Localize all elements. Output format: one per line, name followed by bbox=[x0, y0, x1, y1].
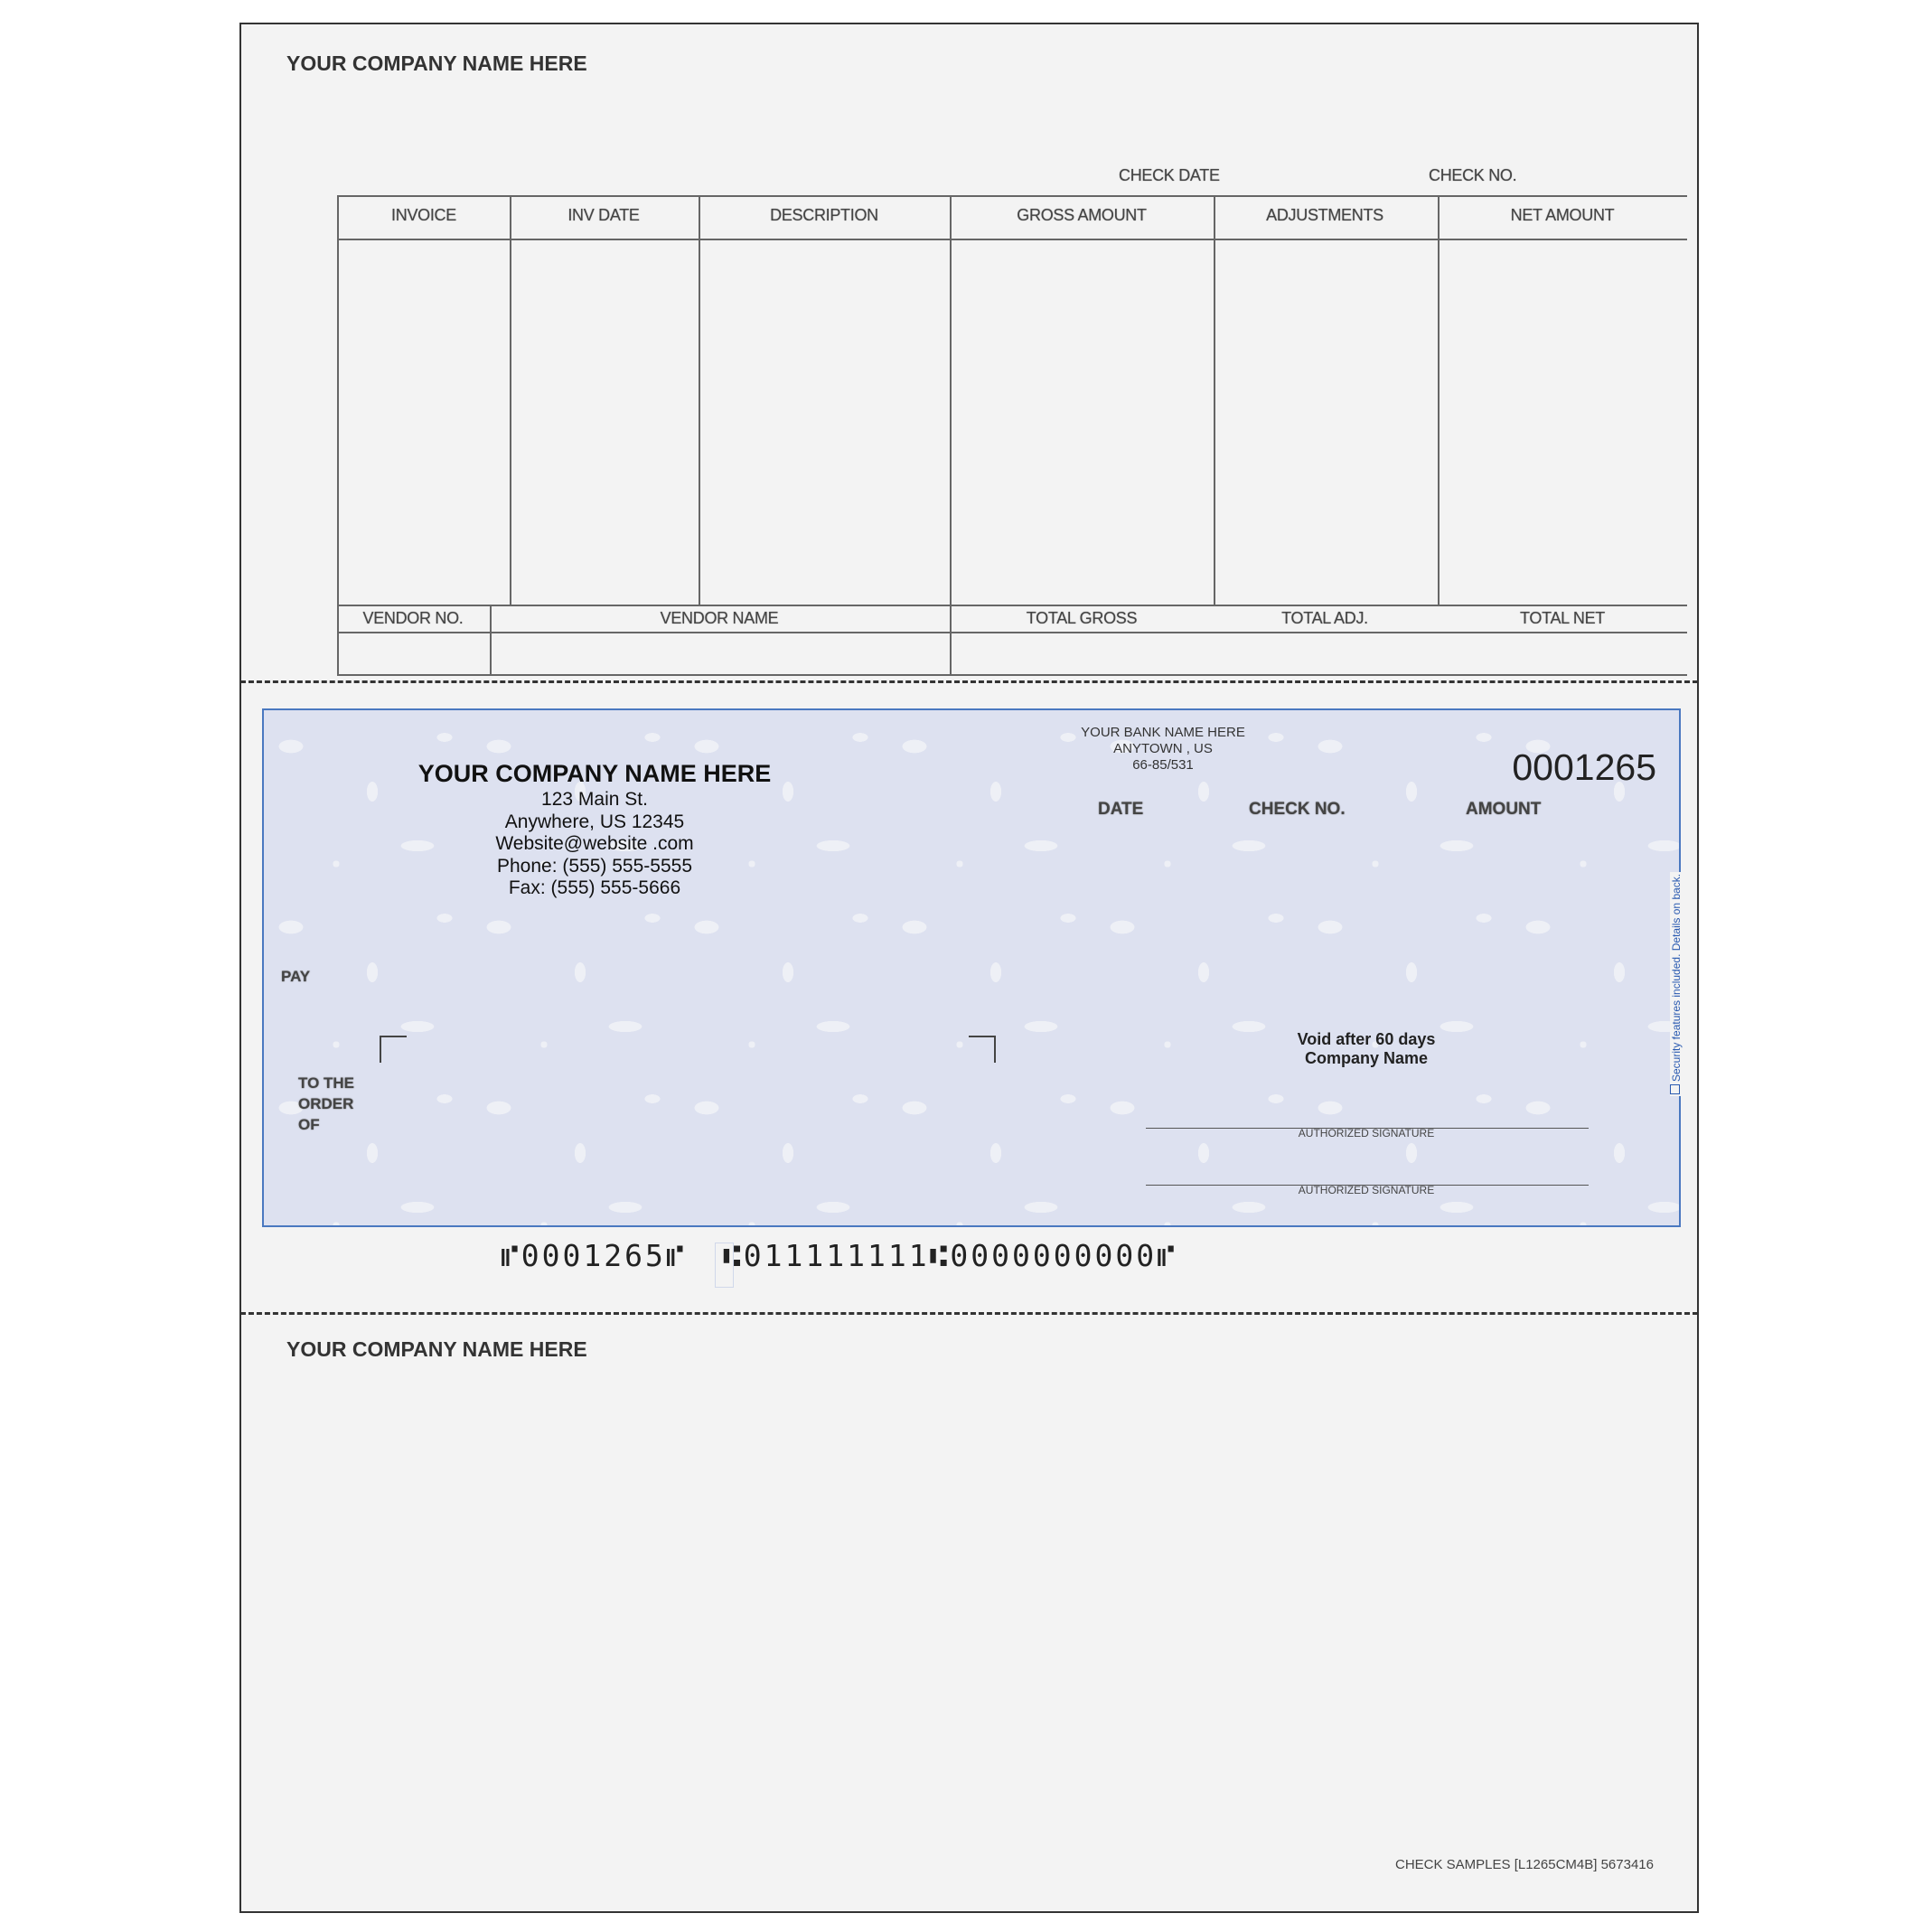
check-company-name: YOUR COMPANY NAME HERE bbox=[417, 760, 772, 787]
footer-header: TOTAL ADJ. bbox=[1281, 609, 1368, 627]
micr-routing-account: ⑆011111111⑆0000000000⑈ bbox=[723, 1238, 1177, 1273]
order-label-line: OF bbox=[298, 1116, 320, 1133]
address-line: Fax: (555) 555-5666 bbox=[508, 877, 681, 899]
amount-label: AMOUNT bbox=[1466, 800, 1542, 819]
check-no-label: CHECK NO. bbox=[1429, 166, 1517, 184]
check-date-label: CHECK DATE bbox=[1119, 166, 1220, 184]
bank-fraction: 66-85/531 bbox=[1132, 757, 1194, 773]
bank-city: ANYTOWN , US bbox=[1113, 741, 1213, 756]
perforation-line bbox=[240, 1312, 1698, 1315]
column-header: INVOICE bbox=[391, 206, 456, 224]
security-notice bbox=[1670, 872, 1683, 1096]
address-line: 123 Main St. bbox=[541, 789, 648, 810]
address-line: Anywhere, US 12345 bbox=[504, 811, 685, 832]
order-label-line: ORDER bbox=[298, 1095, 354, 1112]
column-header: GROSS AMOUNT bbox=[1017, 206, 1147, 224]
footer-header: VENDOR NAME bbox=[660, 609, 779, 627]
stub-company-name: YOUR COMPANY NAME HERE bbox=[286, 1337, 587, 1361]
address-line: Phone: (555) 555-5555 bbox=[497, 855, 692, 877]
payee-bracket-left bbox=[380, 1036, 407, 1063]
order-label bbox=[298, 1073, 354, 1135]
footer-header: TOTAL GROSS bbox=[1026, 609, 1138, 627]
security-text: Security features included. Details on back. bbox=[1670, 873, 1683, 1082]
footer-header: TOTAL NET bbox=[1520, 609, 1605, 627]
pay-label: PAY bbox=[281, 968, 311, 985]
column-header: DESCRIPTION bbox=[770, 206, 878, 224]
bank-name: YOUR BANK NAME HERE bbox=[1081, 725, 1245, 740]
signer-name: Company Name bbox=[1304, 1049, 1429, 1067]
perforation-line bbox=[240, 680, 1698, 683]
order-label-line: TO THE bbox=[298, 1074, 355, 1092]
signature-label: AUTHORIZED SIGNATURE bbox=[1298, 1184, 1435, 1196]
void-notice bbox=[1298, 1030, 1436, 1068]
check-number: 0001265 bbox=[1512, 746, 1656, 788]
footer-header: VENDOR NO. bbox=[362, 609, 464, 627]
signature-label: AUTHORIZED SIGNATURE bbox=[1298, 1127, 1435, 1140]
column-header: INV DATE bbox=[567, 206, 640, 224]
date-label: DATE bbox=[1098, 800, 1144, 819]
lock-icon bbox=[1670, 1084, 1680, 1094]
stub-company-name: YOUR COMPANY NAME HERE bbox=[286, 52, 587, 75]
payee-bracket-right bbox=[969, 1036, 996, 1063]
check-no-field-label: CHECK NO. bbox=[1249, 800, 1346, 819]
void-text: Void after 60 days bbox=[1297, 1030, 1436, 1048]
column-header: NET AMOUNT bbox=[1510, 206, 1615, 224]
column-header: ADJUSTMENTS bbox=[1266, 206, 1383, 224]
company-address bbox=[495, 789, 693, 900]
address-line: Website@website .com bbox=[495, 833, 694, 855]
footer-code: CHECK SAMPLES [L1265CM4B] 5673416 bbox=[1395, 1857, 1654, 1872]
micr-check-number: ⑈0001265⑈ bbox=[501, 1238, 687, 1273]
bank-info bbox=[1081, 725, 1245, 774]
